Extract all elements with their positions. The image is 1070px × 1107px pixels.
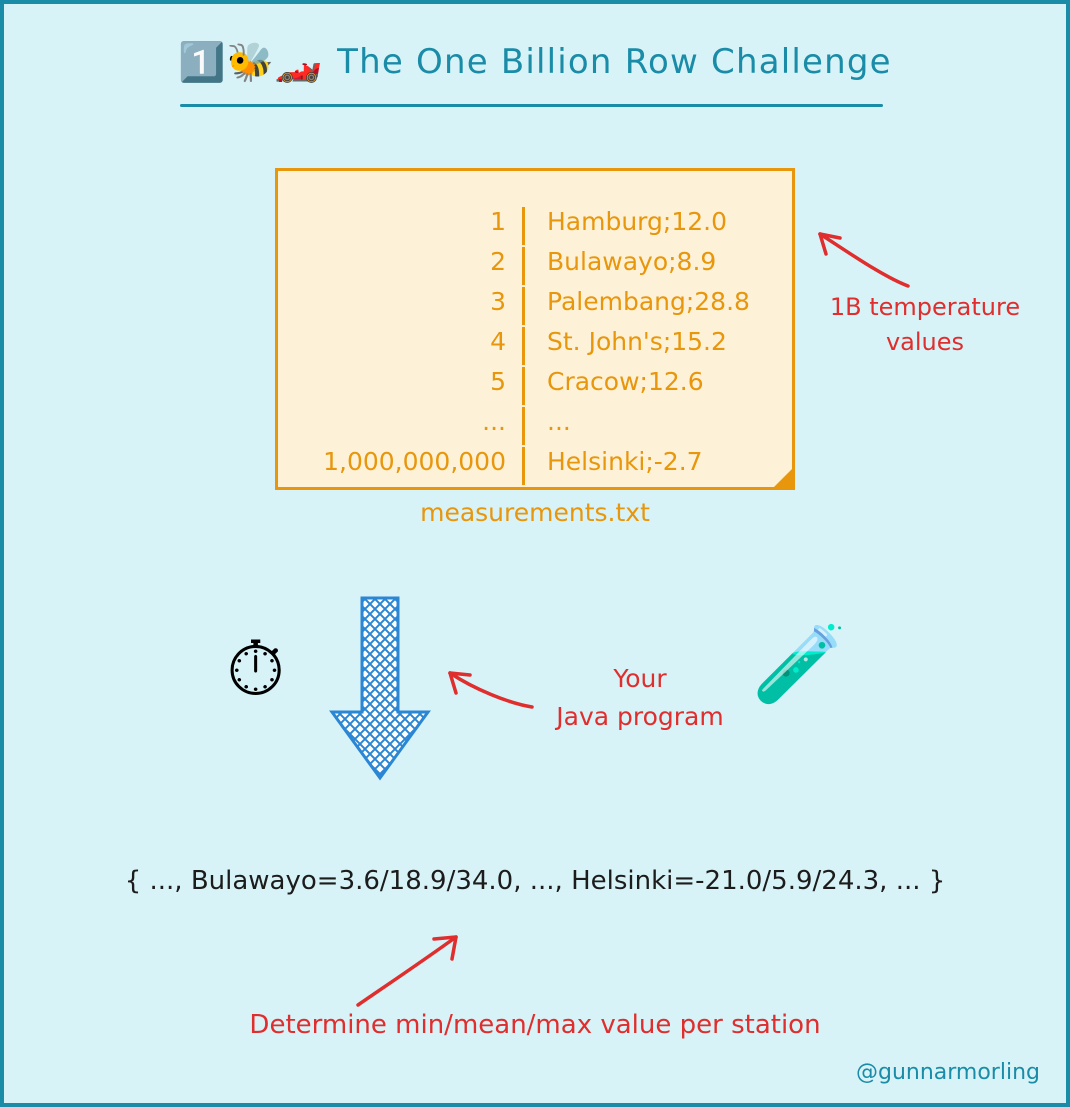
file-row bbox=[278, 247, 792, 285]
row-separator bbox=[522, 327, 525, 365]
row-number: ... bbox=[482, 407, 506, 436]
result-output-line: { ..., Bulawayo=3.6/18.9/34.0, ..., Helsinki=-21.0/5.9/24.3, ... } bbox=[124, 866, 946, 896]
row-separator bbox=[522, 407, 525, 445]
file-row bbox=[278, 447, 792, 485]
row-value: Bulawayo;8.9 bbox=[547, 247, 717, 276]
measurements-file-card bbox=[275, 168, 795, 490]
row-number: 1,000,000,000 bbox=[323, 447, 506, 476]
file-row bbox=[278, 407, 792, 445]
file-rows bbox=[278, 207, 792, 485]
page-fold-corner bbox=[771, 466, 795, 490]
title-row bbox=[4, 42, 1066, 82]
down-arrow-icon bbox=[320, 594, 440, 784]
annotation-java-program: Your Java program bbox=[556, 664, 724, 731]
stopwatch-icon: ⏱ bbox=[226, 624, 286, 713]
row-number: 4 bbox=[490, 327, 506, 356]
row-number: 1 bbox=[490, 207, 506, 236]
page-title: The One Billion Row Challenge bbox=[337, 42, 892, 82]
row-number: 3 bbox=[490, 287, 506, 316]
title-emoji-icons: 1️⃣🐝🏎️ bbox=[178, 40, 324, 84]
arrow-to-result-icon bbox=[344, 929, 474, 1009]
annotation-temperature-values: 1B temperature values bbox=[829, 293, 1021, 356]
title-underline bbox=[180, 104, 883, 107]
author-handle: @gunnarmorling bbox=[855, 1060, 1040, 1085]
file-row bbox=[278, 327, 792, 365]
row-value: ... bbox=[547, 407, 571, 436]
row-value: Palembang;28.8 bbox=[547, 287, 750, 316]
row-separator bbox=[522, 247, 525, 285]
row-separator bbox=[522, 287, 525, 325]
file-name-label: measurements.txt bbox=[420, 498, 650, 527]
row-value: Helsinki;-2.7 bbox=[547, 447, 703, 476]
row-separator bbox=[522, 447, 525, 485]
row-number: 5 bbox=[490, 367, 506, 396]
arrow-to-file-icon bbox=[804, 222, 914, 292]
annotation-determine: Determine min/mean/max value per station bbox=[249, 1010, 821, 1040]
file-row bbox=[278, 367, 792, 405]
file-row bbox=[278, 287, 792, 325]
row-separator bbox=[522, 367, 525, 405]
row-value: Cracow;12.6 bbox=[547, 367, 704, 396]
row-value: Hamburg;12.0 bbox=[547, 207, 727, 236]
row-separator bbox=[522, 207, 525, 245]
row-value: St. John's;15.2 bbox=[547, 327, 727, 356]
file-row bbox=[278, 207, 792, 245]
row-number: 2 bbox=[490, 247, 506, 276]
test-tube-icon: 🧪 bbox=[752, 619, 847, 708]
